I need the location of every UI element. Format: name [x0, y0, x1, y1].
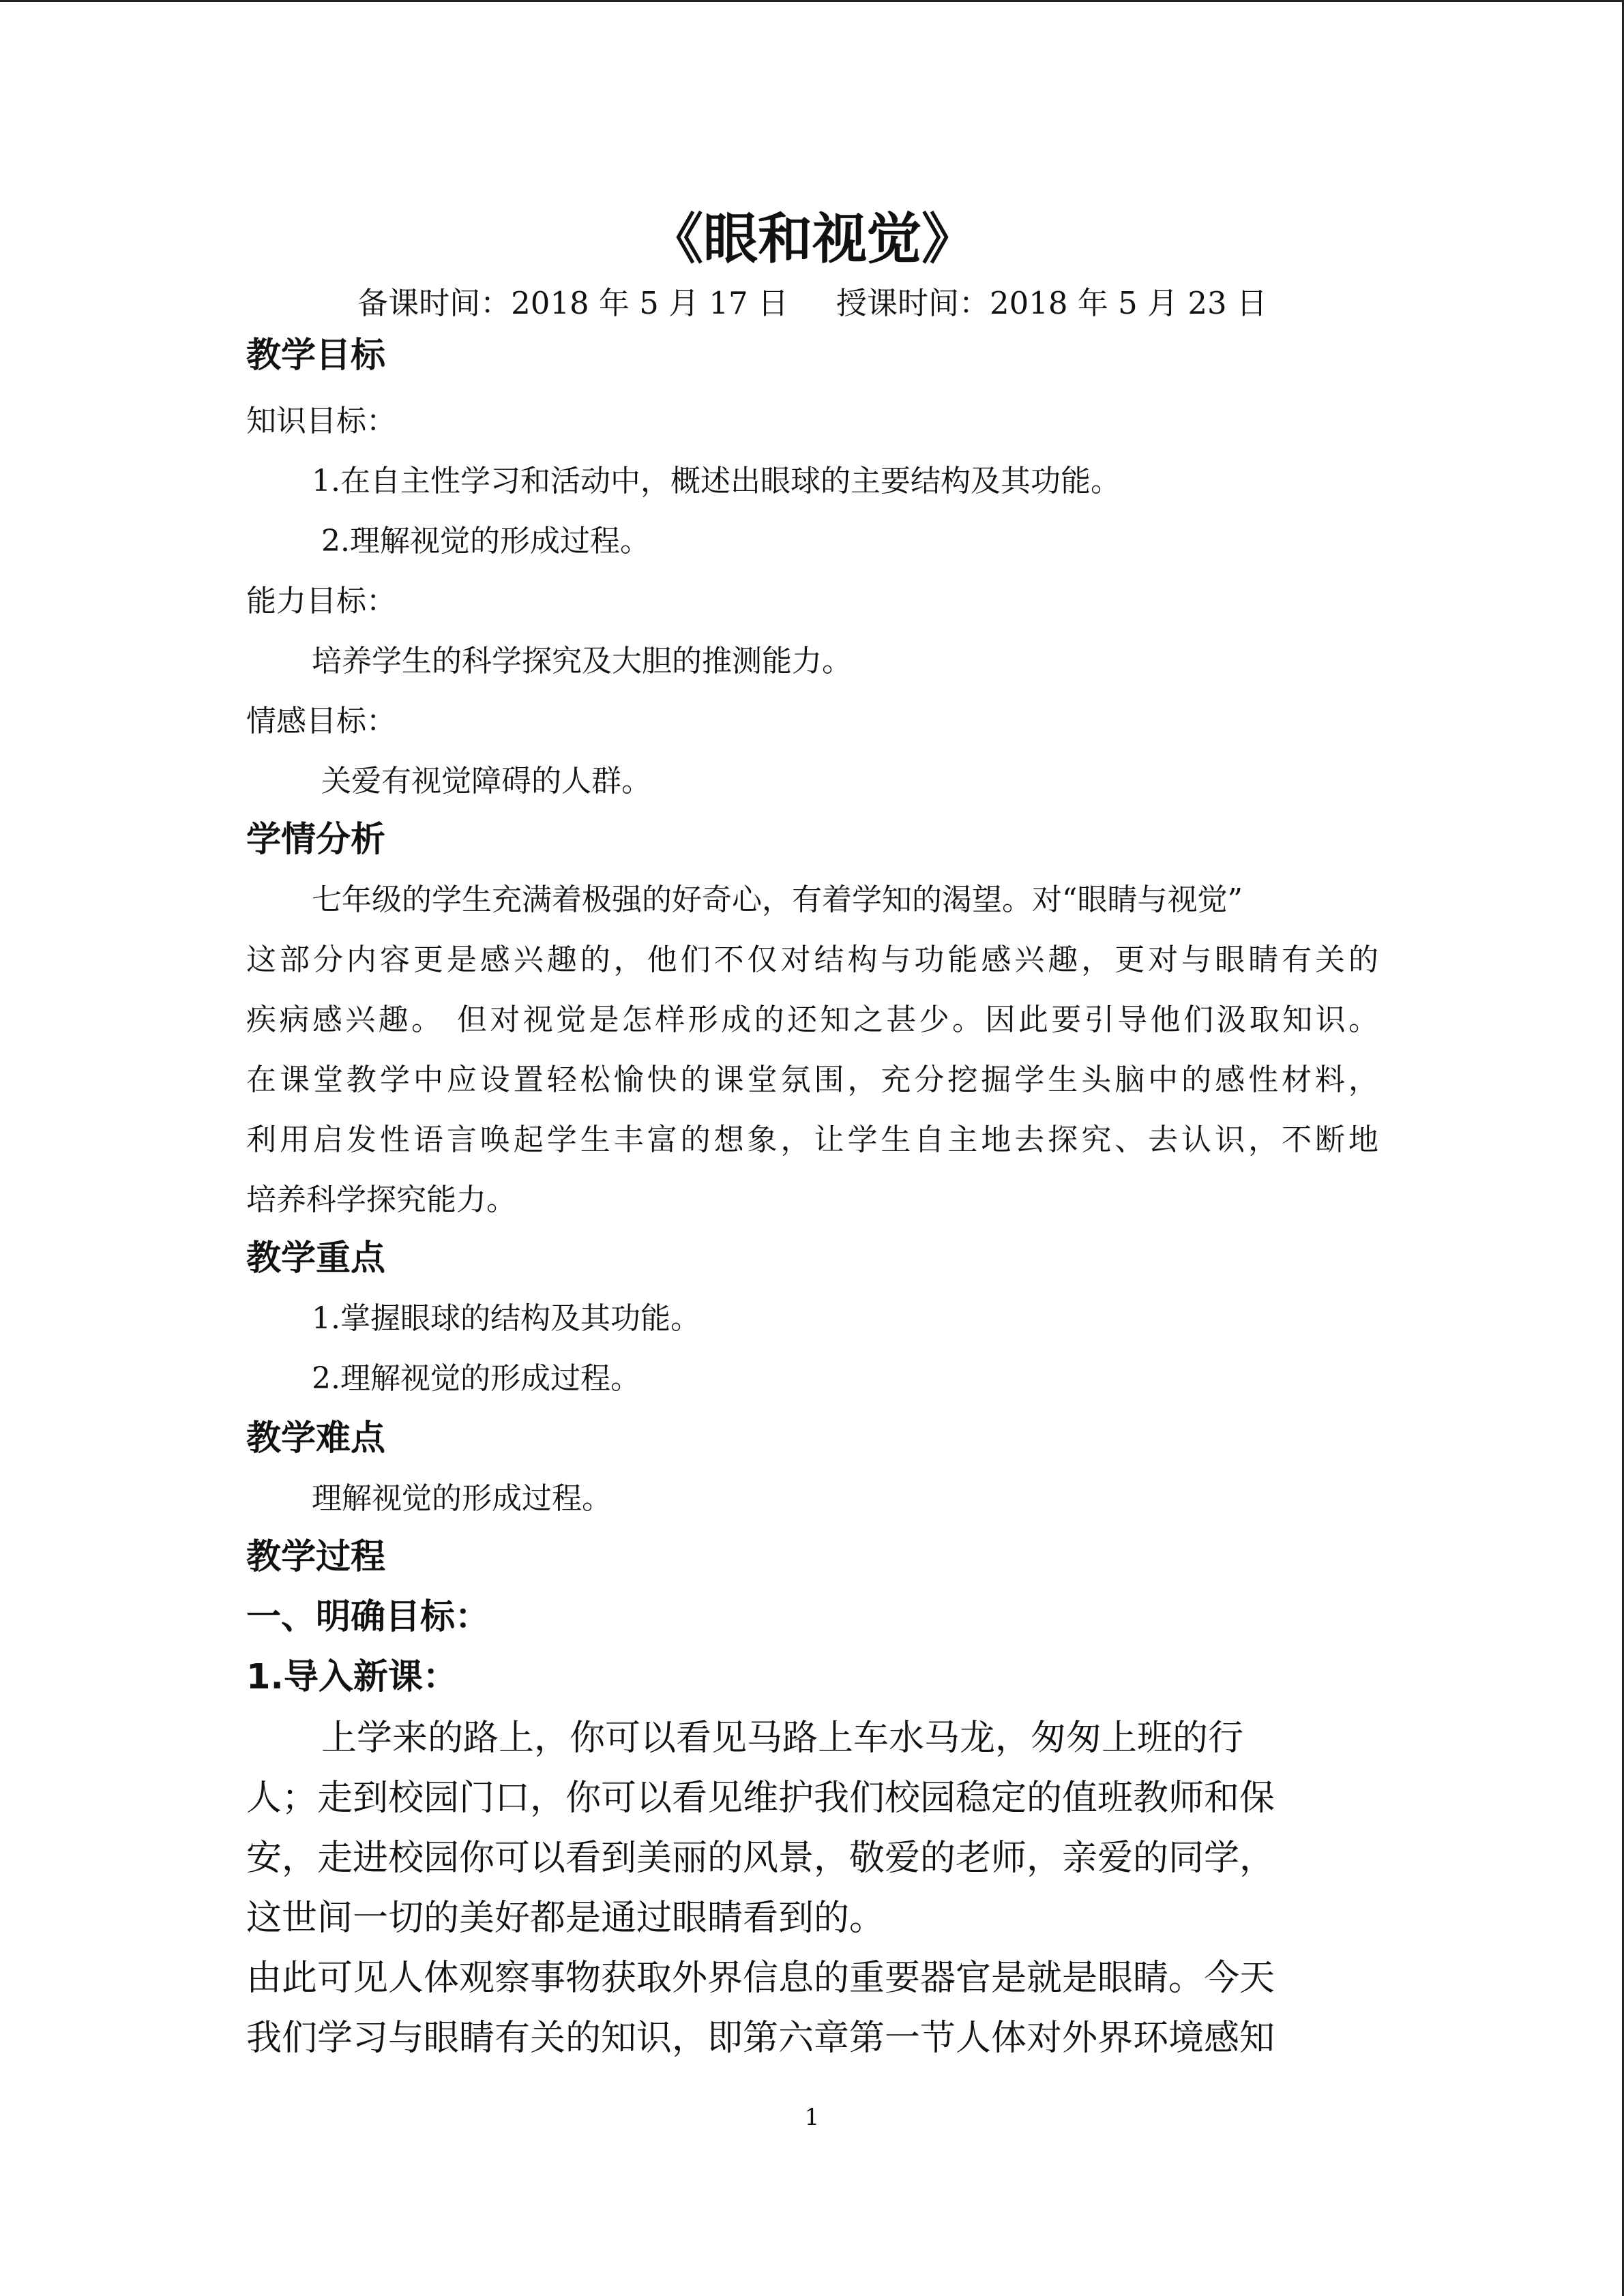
ability-label: 能力目标：: [246, 584, 396, 618]
intro-line-3: 安，走进校园你可以看到美丽的风景，敬爱的老师，亲爱的同学，: [246, 1838, 1275, 1879]
analysis-line-6: 培养科学探究能力。: [246, 1182, 516, 1217]
heading-analysis: 学情分析: [246, 820, 386, 860]
difficulty-1: 理解视觉的形成过程。: [312, 1481, 612, 1516]
analysis-line-3: 疾病感兴趣。 但对视觉是怎样形成的还知之甚少。因此要引导他们汲取知识。: [246, 1002, 1378, 1037]
intro-line-1: 上学来的路上，你可以看见马路上车水马龙，匆匆上班的行: [321, 1718, 1244, 1759]
schedule-line: [246, 280, 1378, 327]
emotion-label: 情感目标：: [246, 704, 396, 739]
prep-time: 备课时间：2018 年 5 月 17 日: [357, 285, 788, 321]
analysis-line-5: 利用启发性语言唤起学生丰富的想象，让学生自主地去探究、去认识，不断地: [246, 1122, 1378, 1157]
analysis-line-4: 在课堂教学中应设置轻松愉快的课堂氛围，充分挖掘学生头脑中的感性材料，: [246, 1062, 1378, 1097]
heading-objectives: 教学目标: [246, 336, 386, 376]
ability-item-1: 培养学生的科学探究及大胆的推测能力。: [312, 644, 852, 679]
knowledge-item-2: 2.理解视觉的形成过程。: [321, 524, 650, 558]
intro-line-4: 这世间一切的美好都是通过眼睛看到的。: [246, 1898, 885, 1939]
key-point-1: 1.掌握眼球的结构及其功能。: [312, 1301, 700, 1336]
subheading-introduce-lesson: 1.导入新课：: [246, 1657, 458, 1697]
intro-line-2: 人；走到校园门口，你可以看见维护我们校园稳定的值班教师和保: [246, 1778, 1275, 1819]
teach-time: 授课时间：2018 年 5 月 23 日: [836, 285, 1267, 321]
document-title: 《眼和视觉》: [649, 207, 976, 271]
knowledge-item-1: 1.在自主性学习和活动中，概述出眼球的主要结构及其功能。: [312, 464, 1121, 498]
intro-line-6: 我们学习与眼睛有关的知识，即第六章第一节人体对外界环境感知: [246, 2018, 1275, 2059]
key-point-2: 2.理解视觉的形成过程。: [312, 1361, 640, 1396]
subheading-clarify-goals: 一、明确目标：: [246, 1597, 490, 1637]
knowledge-label: 知识目标：: [246, 404, 396, 438]
emotion-item-1: 关爱有视觉障碍的人群。: [321, 764, 651, 799]
page-number: 1: [804, 2104, 820, 2131]
heading-process: 教学过程: [246, 1537, 386, 1577]
heading-key-points: 教学重点: [246, 1238, 386, 1279]
analysis-line-1: 七年级的学生充满着极强的好奇心，有着学知的渴望。对“眼睛与视觉”: [312, 882, 1243, 917]
heading-difficulties: 教学难点: [246, 1418, 386, 1459]
intro-line-5: 由此可见人体观察事物获取外界信息的重要器官是就是眼睛。今天: [246, 1958, 1275, 1999]
analysis-line-2: 这部分内容更是感兴趣的，他们不仅对结构与功能感兴趣，更对与眼睛有关的: [246, 942, 1378, 977]
